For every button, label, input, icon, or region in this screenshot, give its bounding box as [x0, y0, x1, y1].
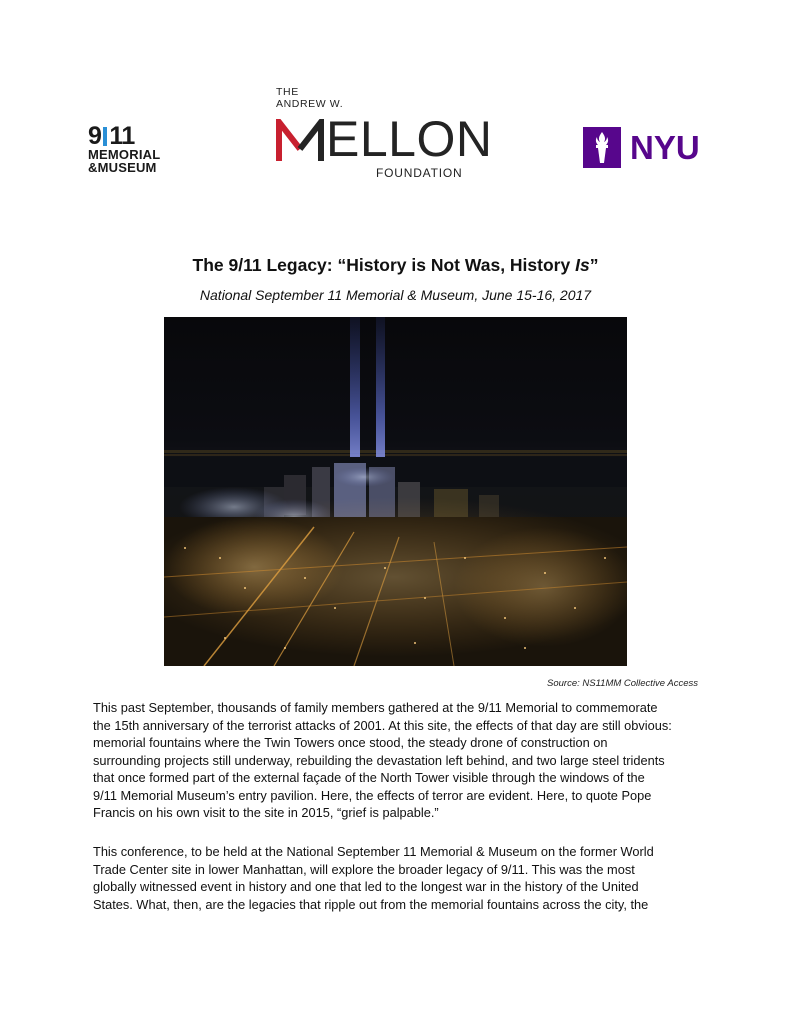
- mellon-foundation-logo: [276, 86, 493, 180]
- title-italic: Is: [575, 255, 590, 275]
- mellon-logo-rest: ELLON: [326, 111, 493, 167]
- page-subtitle: National September 11 Memorial & Museum, June 15-16, 2017: [199, 287, 592, 303]
- memorial-logo-number: 9 11: [88, 122, 135, 150]
- mellon-logo-foundation: FOUNDATION: [376, 166, 463, 180]
- mellon-logo-andrew: ANDREW W.: [276, 98, 344, 110]
- memorial-logo-line1: MEMORIAL: [88, 147, 161, 162]
- paragraph-line: the 15th anniversary of the terrorist attacks of 2001. At this site, the effects of that day are still obvious:: [93, 717, 672, 733]
- paragraph-line: Trade Center site in lower Manhattan, will explore the broader legacy of 9/11. This was the most: [93, 861, 635, 877]
- tribute-in-light-photo: [164, 317, 627, 666]
- torch-icon: [583, 127, 621, 168]
- mellon-m-icon: [276, 119, 324, 163]
- page-title: [0, 255, 791, 276]
- paragraph-line: States. What, then, are the legacies that ripple out from the memorial fountains across the city, the: [93, 896, 649, 912]
- mellon-logo-wordmark: [276, 111, 493, 167]
- paragraph-1: [93, 699, 713, 822]
- paragraph-2: [93, 843, 713, 913]
- paragraph-line: This past September, thousands of family members gathered at the 9/11 Memorial to commemorate: [93, 700, 658, 715]
- paragraph-line: memorial fountains where the Twin Towers once stood, the steady drone of construction on: [93, 735, 608, 750]
- paragraph-line: This conference, to be held at the National September 11 Memorial & Museum on the former World: [93, 844, 654, 859]
- nyu-wordmark: NYU: [630, 129, 700, 166]
- paragraph-line: globally witnessed event in history and one that led to the longest war in the history of the United: [93, 879, 639, 894]
- memorial-museum-logo: [88, 124, 188, 174]
- paragraph-line: surrounding projects still underway, rebuilding the devastation left behind, and two large steel tridents: [93, 752, 665, 768]
- photo-credit: Source: NS11MM Collective Access: [547, 678, 698, 689]
- title-end: ”: [589, 255, 599, 275]
- paragraph-line: 9/11 Memorial Museum’s entry pavilion. Here, the effects of terror are evident. Here, to quote Pope: [93, 787, 652, 803]
- title-main: The 9/11 Legacy: “History is Not Was, History: [192, 255, 576, 275]
- memorial-logo-line2: &MUSEUM: [88, 160, 157, 175]
- paragraph-line: Francis on his own visit to the site in 2015, “grief is palpable.”: [93, 805, 439, 820]
- paragraph-line: that once formed part of the external façade of the North Tower visible through the windows of the: [93, 770, 645, 785]
- mellon-logo-the: THE: [276, 86, 299, 98]
